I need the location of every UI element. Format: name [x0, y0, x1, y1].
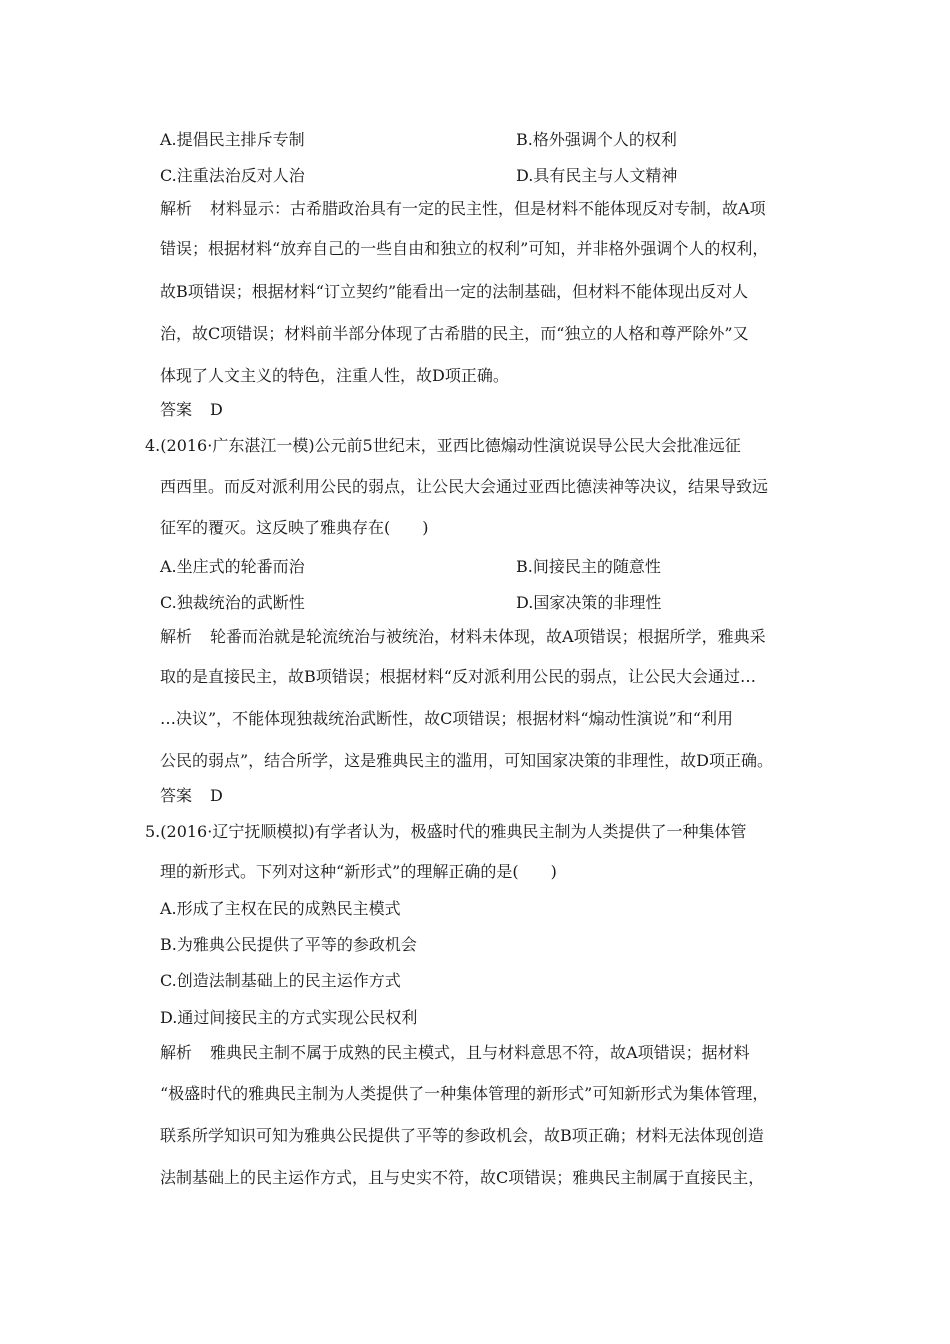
q4-stem-line-2: 西西里。而反对派利用公民的弱点，让公民大会通过亚西比德渎神等决议，结果导致远 [160, 477, 769, 496]
q4-answer-label: 答案 [160, 786, 193, 805]
q4-answer-value: D [210, 786, 223, 805]
q4-stem-line-1: 4.(2016·广东湛江一模)公元前5世纪末，亚西比德煽动性演说误导公民大会批准远征 [145, 436, 741, 455]
q5-analysis-label: 解析 [160, 1043, 193, 1062]
prev-answer [160, 400, 223, 420]
prev-options-row-2 [160, 163, 820, 183]
q5-option-b: B.为雅典公民提供了平等的参政机会 [160, 935, 417, 954]
q5-analysis-line-2: “极盛时代的雅典民主制为人类提供了一种集体管理的新形式”可知新形式为集体管理， [160, 1084, 769, 1103]
q4-option-c: C.独裁统治的武断性 [160, 593, 305, 612]
q4-analysis-line-4: 公民的弱点”，结合所学，这是雅典民主的滥用，可知国家决策的非理性，故D项正确。 [160, 751, 774, 770]
prev-answer-label: 答案 [160, 400, 193, 419]
q5-option-c: C.创造法制基础上的民主运作方式 [160, 971, 401, 990]
q4-analysis-line-2: 取的是直接民主，故B项错误；根据材料“反对派利用公民的弱点，让公民大会通过… [160, 667, 756, 686]
q5-option-d: D.通过间接民主的方式实现公民权利 [160, 1008, 418, 1027]
q5-stem-line-1: 5.(2016·辽宁抚顺模拟)有学者认为，极盛时代的雅典民主制为人类提供了一种集体管 [145, 822, 747, 841]
q4-option-a: A.坐庄式的轮番而治 [160, 557, 305, 576]
q4-option-d: D.国家决策的非理性 [516, 593, 662, 612]
q4-option-b: B.间接民主的随意性 [516, 557, 661, 576]
q4-analysis-line-3: …决议”，不能体现独裁统治武断性，故C项错误；根据材料“煽动性演说”和“利用 [160, 709, 733, 728]
q4-analysis-line-1 [160, 627, 766, 647]
prev-analysis-line-2: 错误；根据材料“放弃自己的一些自由和独立的权利”可知，并非格外强调个人的权利， [160, 239, 769, 258]
prev-analysis-label: 解析 [160, 199, 193, 218]
q5-stem-line-2: 理的新形式。下列对这种“新形式”的理解正确的是( ) [160, 862, 557, 881]
prev-option-b: B.格外强调个人的权利 [516, 130, 677, 149]
prev-answer-value: D [210, 400, 223, 419]
prev-option-d: D.具有民主与人文精神 [516, 166, 678, 185]
q5-option-a: A.形成了主权在民的成熟民主模式 [160, 899, 401, 918]
prev-options-row-1 [160, 127, 820, 147]
q4-analysis-label: 解析 [160, 627, 193, 646]
q5-analysis-line-4: 法制基础上的民主运作方式，且与史实不符，故C项错误；雅典民主制属于直接民主， [160, 1168, 765, 1187]
prev-analysis-line-4: 治，故C项错误；材料前半部分体现了古希腊的民主，而“独立的人格和尊严除外”又 [160, 324, 749, 343]
prev-analysis-line-5: 体现了人文主义的特色，注重人性，故D项正确。 [160, 366, 509, 385]
q5-analysis-line-3: 联系所学知识可知为雅典公民提供了平等的参政机会，故B项正确；材料无法体现创造 [160, 1126, 764, 1145]
prev-analysis-line-1 [160, 199, 766, 219]
q4-options-row-1 [160, 554, 820, 574]
prev-option-c: C.注重法治反对人治 [160, 166, 305, 185]
prev-option-a: A.提倡民主排斥专制 [160, 130, 305, 149]
q5-analysis-line-1 [160, 1043, 750, 1063]
q5-analysis-text-1: 雅典民主制不属于成熟的民主模式，且与材料意思不符，故A项错误；据材料 [210, 1043, 750, 1062]
prev-analysis-line-3: 故B项错误；根据材料“订立契约”能看出一定的法制基础，但材料不能体现出反对人 [160, 282, 749, 301]
q4-options-row-2 [160, 590, 820, 610]
q4-stem-line-3: 征军的覆灭。这反映了雅典存在( ) [160, 518, 429, 537]
q4-analysis-text-1: 轮番而治就是轮流统治与被统治，材料未体现，故A项错误；根据所学，雅典采 [210, 627, 766, 646]
q4-answer [160, 786, 223, 806]
prev-analysis-text-1: 材料显示：古希腊政治具有一定的民主性，但是材料不能体现反对专制，故A项 [210, 199, 766, 218]
